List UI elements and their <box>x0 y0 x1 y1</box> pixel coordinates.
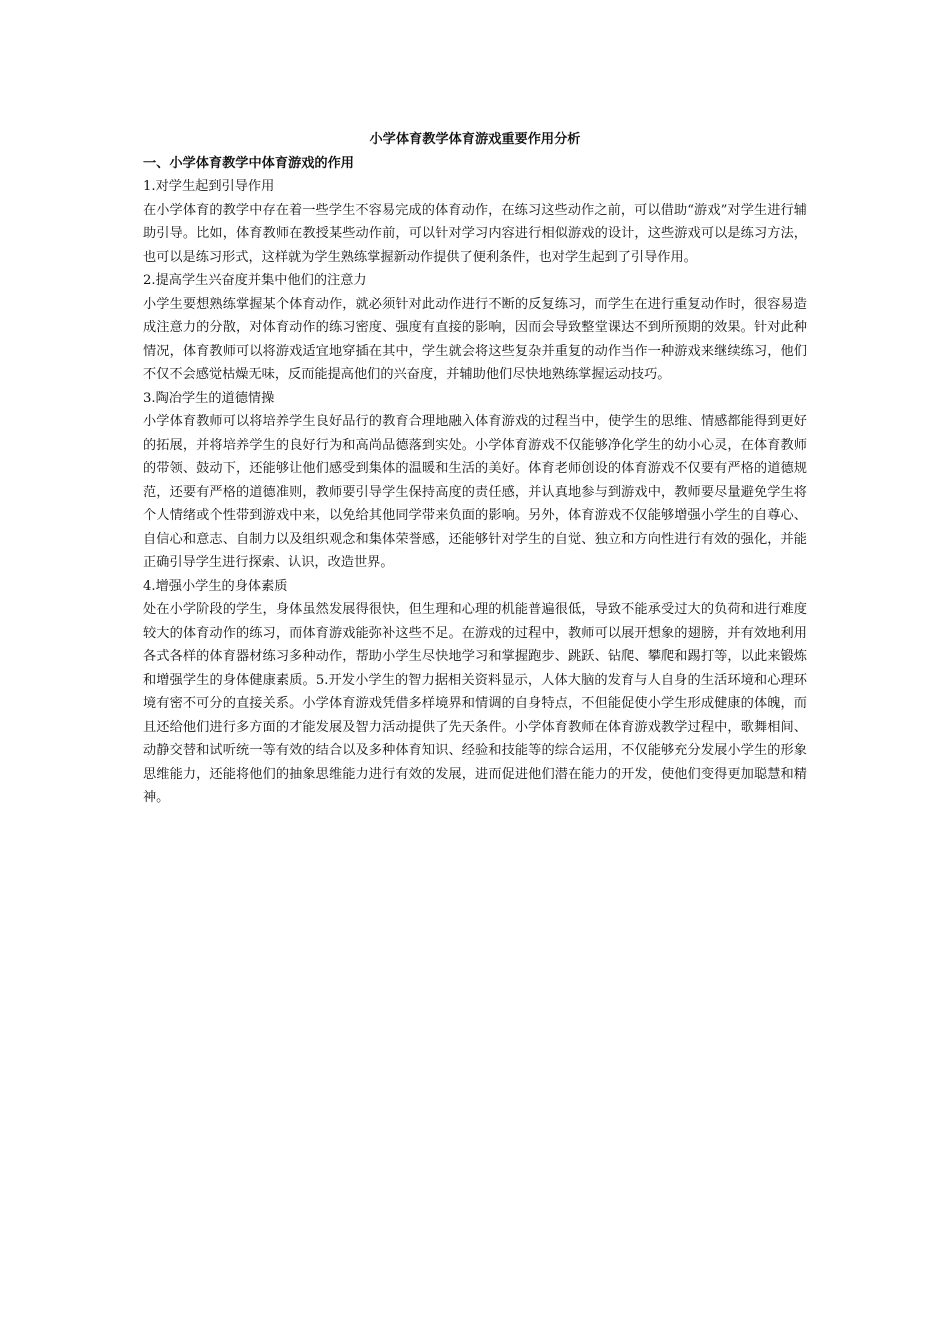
document-title: 小学体育教学体育游戏重要作用分析 <box>369 132 581 147</box>
subsection-body-4: 处在小学阶段的学生，身体虽然发展得很快，但生理和心理的机能普遍很低，导致不能承受过大的负荷和进行难度较大的体育动作的练习，而体育游戏能弥补这些不足。在游戏的过程中，教师可以展开想象的翅膀，并有效地利用各式各样的体育器材练习多种动作，帮助小学生尽快地学习和掌握跑步、跳跃、钻爬、攀爬和踢打等，以此来锻炼和增强学生的身体健康素质。5.开发小学生的智力据相关资料显示，人体大脑的发育与人自身的生活环境和心理环境有密不可分的直接关系。小学体育游戏凭借多样境界和情调的自身特点，不但能促使小学生形成健康的体魄，而且还给他们进行多方面的才能发展及智力活动提供了先天条件。小学体育教师在体育游戏教学过程中，歌舞相间、动静交替和试听统一等有效的结合以及多种体育知识、经验和技能等的综合运用，不仅能够充分发展小学生的形象思维能力，还能将他们的抽象思维能力进行有效的发展，进而促进他们潜在能力的开发，使他们变得更加聪慧和精神。 <box>143 602 807 805</box>
subsection-heading-4: 4.增强小学生的身体素质 <box>143 578 288 594</box>
subsection-heading-2: 2.提高学生兴奋度并集中他们的注意力 <box>143 273 367 288</box>
subsection-body-2: 小学生要想熟练掌握某个体育动作，就必须针对此动作进行不断的反复练习，而学生在进行重复动作时，很容易造成注意力的分散，对体育动作的练习密度、强度有直接的影响，因而会导致整堂课达不到所预期的效果。针对此种情况，体育教师可以将游戏适宜地穿插在其中，学生就会将这些复杂并重复的动作当作一种游戏来继续练习，他们不仅不会感觉枯燥无味，反而能提高他们的兴奋度，并辅助他们尽快地熟练掌握运动技巧。 <box>143 296 807 382</box>
subsection-body-1: 在小学体育的教学中存在着一些学生不容易完成的体育动作，在练习这些动作之前，可以借助“游戏”对学生进行辅助引导。比如，体育教师在教授某些动作前，可以针对学习内容进行相似游戏的设计，这些游戏可以是练习方法，也可以是练习形式，这样就为学生熟练掌握新动作提供了便利条件，也对学生起到了引导作用。 <box>143 202 807 265</box>
subsection-heading-3: 3.陶冶学生的道德情操 <box>143 390 275 406</box>
subsection-heading-1: 1.对学生起到引导作用 <box>143 179 275 194</box>
section-heading: 一、小学体育教学中体育游戏的作用 <box>143 155 354 171</box>
subsection-body-3: 小学体育教师可以将培养学生良好品行的教育合理地融入体育游戏的过程当中，使学生的思维、情感都能得到更好的拓展，并将培养学生的良好行为和高尚品德落到实处。小学体育游戏不仅能够净化学生的幼小心灵，在体育教师的带领、鼓动下，还能够让他们感受到集体的温暖和生活的美好。体育老师创设的体育游戏不仅要有严格的道德规范，还要有严格的道德准则，教师要引导学生保持高度的责任感，并认真地参与到游戏中，教师要尽量避免学生将个人情绪或个性带到游戏中来，以免给其他同学带来负面的影响。另外，体育游戏不仅能够增强小学生的自尊心、自信心和意志、自制力以及组织观念和集体荣誉感，还能够针对学生的自觉、独立和方向性进行有效的强化，并能正确引导学生进行探索、认识，改造世界。 <box>143 414 807 570</box>
document-page <box>143 128 807 810</box>
